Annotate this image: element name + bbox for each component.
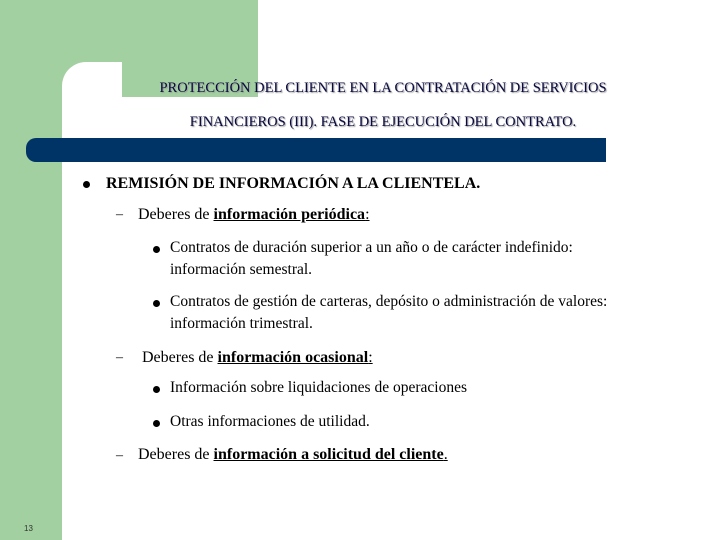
list-item-line: Otras informaciones de utilidad. xyxy=(170,413,370,430)
section-ocasional-heading xyxy=(142,347,373,369)
bullet-icon xyxy=(83,181,90,188)
main-heading: REMISIÓN DE INFORMACIÓN A LA CLIENTELA. xyxy=(106,175,481,192)
heading-suffix: : xyxy=(365,206,370,223)
heading-suffix: . xyxy=(443,446,448,463)
rounded-corner xyxy=(62,62,122,122)
heading-prefix: Deberes de xyxy=(142,349,218,366)
heading-suffix: : xyxy=(368,349,373,366)
slide-title xyxy=(118,71,648,139)
dash-icon: – xyxy=(116,350,123,365)
list-item-line: Contratos de gestión de carteras, depósito o administración de valores: xyxy=(170,293,608,310)
heading-emphasis: información periódica xyxy=(213,206,366,223)
dash-icon: – xyxy=(116,207,123,222)
bullet-icon xyxy=(153,420,160,427)
list-item-line: información trimestral. xyxy=(170,315,313,332)
section-periodica-heading xyxy=(138,204,370,226)
bullet-icon xyxy=(153,386,160,393)
section-solicitud-heading xyxy=(138,444,448,466)
list-item-line: Información sobre liquidaciones de operaciones xyxy=(170,379,467,396)
bullet-icon xyxy=(153,246,160,253)
dash-icon: – xyxy=(116,448,123,463)
list-item-line: Contratos de duración superior a un año o de carácter indefinido: xyxy=(170,239,573,256)
heading-emphasis: información ocasional xyxy=(217,349,369,366)
page-number: 13 xyxy=(24,524,33,533)
bullet-icon xyxy=(153,300,160,307)
title-line-1: PROTECCIÓN DEL CLIENTE EN LA CONTRATACIÓN DE SERVICIOS xyxy=(159,80,607,96)
heading-prefix: Deberes de xyxy=(138,206,214,223)
heading-prefix: Deberes de xyxy=(138,446,214,463)
heading-emphasis: información a solicitud del cliente xyxy=(213,446,444,463)
list-item-line: información semestral. xyxy=(170,261,313,278)
title-line-2: FINANCIEROS (III). FASE DE EJECUCIÓN DEL CONTRATO. xyxy=(189,114,577,130)
title-divider-bar xyxy=(26,138,606,162)
